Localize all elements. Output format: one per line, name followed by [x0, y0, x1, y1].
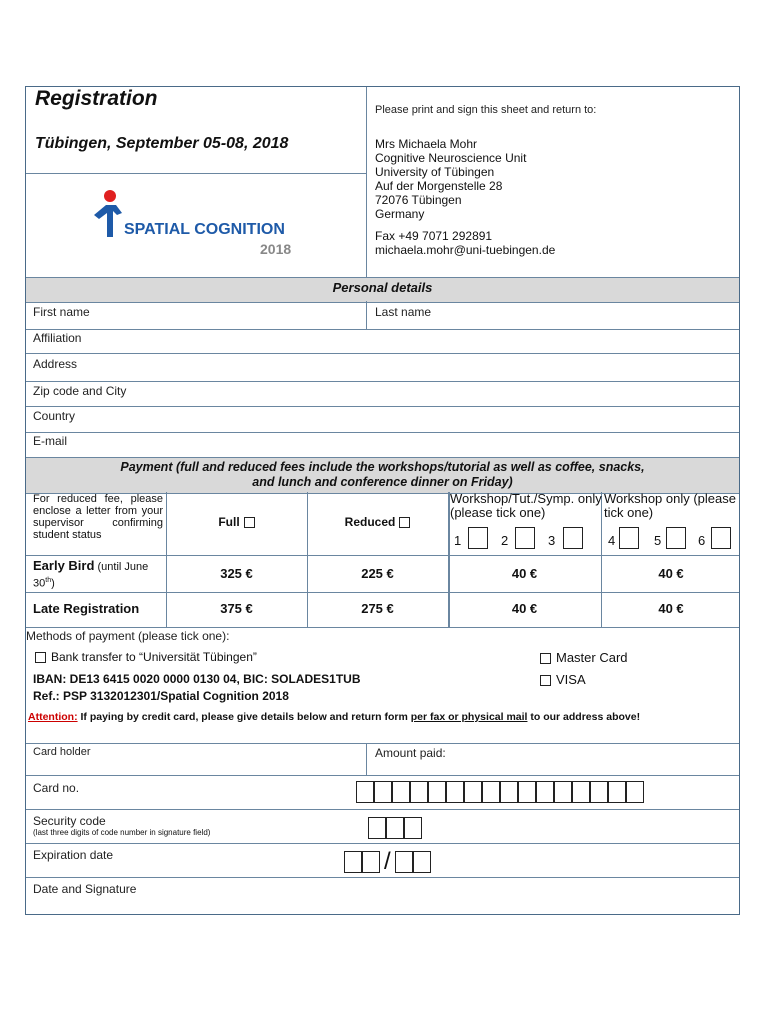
ws-checkbox-3[interactable] — [563, 527, 583, 549]
ws-checkbox-4[interactable] — [619, 527, 639, 549]
full-checkbox[interactable] — [244, 517, 255, 528]
form-title: Registration — [35, 87, 158, 110]
ws-num-3: 3 — [548, 533, 556, 548]
bank-transfer-checkbox[interactable] — [35, 652, 46, 663]
first-name-label: First name — [33, 305, 90, 319]
reference-text: Ref.: PSP 3132012301/Spatial Cognition 2018 — [33, 689, 289, 703]
reduced-fee-note: For reduced fee, please enclose a letter from your supervisor confirming student status — [33, 493, 163, 541]
visa-checkbox[interactable] — [540, 675, 551, 686]
address-line: Cognitive Neuroscience Unit — [375, 151, 527, 165]
visa-option[interactable]: VISA — [540, 672, 586, 687]
ws-checkbox-6[interactable] — [711, 527, 731, 549]
address-line: Germany — [375, 207, 425, 221]
zip-city-label: Zip code and City — [33, 384, 127, 398]
late-ws-symp-price: 40 € — [511, 601, 538, 616]
address-line: Auf der Morgenstelle 28 — [375, 179, 503, 193]
reduced-option[interactable]: Reduced — [307, 515, 448, 529]
ws-only-label: Workshop only (please tick one) — [604, 491, 736, 520]
ws-num-6: 6 — [698, 533, 706, 548]
early-ws-symp-price: 40 € — [511, 566, 538, 581]
event-date: Tübingen, September 05-08, 2018 — [35, 135, 289, 152]
reduced-checkbox[interactable] — [399, 517, 410, 528]
security-code-boxes[interactable] — [368, 817, 422, 839]
fax-number: Fax +49 7071 292891 — [375, 229, 493, 243]
expiration-boxes[interactable]: / — [344, 851, 431, 873]
return-note: Please print and sign this sheet and return to: — [375, 104, 597, 116]
expiration-label: Expiration date — [33, 848, 114, 862]
late-reduced-price: 275 € — [361, 601, 394, 616]
address-label: Address — [33, 357, 78, 371]
iban-text: IBAN: DE13 6415 0020 0000 0130 04, BIC: SOLADES1TUB — [33, 672, 361, 686]
early-full-price: 325 € — [220, 566, 253, 581]
master-card-checkbox[interactable] — [540, 653, 551, 664]
ws-checkbox-5[interactable] — [666, 527, 686, 549]
early-ws-only-price: 40 € — [658, 566, 684, 581]
date-signature-label: Date and Signature — [33, 882, 137, 896]
attention-note: Attention: If paying by credit card, please give details below and return form per fax or physical mail to our address above! — [28, 711, 641, 723]
ws-num-2: 2 — [501, 533, 509, 548]
ws-num-4: 4 — [608, 533, 616, 548]
address-line: University of Tübingen — [375, 165, 495, 179]
card-number-boxes[interactable] — [356, 781, 644, 803]
master-card-option[interactable]: Master Card — [540, 650, 628, 665]
ws-checkbox-2[interactable] — [515, 527, 535, 549]
logo-year: 2018 — [260, 241, 292, 257]
security-code-label: Security code — [33, 814, 106, 828]
ws-symp-label: Workshop/Tut./Symp. only (please tick one) — [450, 491, 602, 520]
payment-band — [26, 457, 739, 494]
registration-form — [25, 86, 740, 915]
ws-num-5: 5 — [654, 533, 662, 548]
country-label: Country — [33, 409, 76, 423]
full-option[interactable]: Full — [166, 515, 307, 529]
methods-heading: Methods of payment (please tick one): — [26, 629, 230, 643]
last-name-label: Last name — [375, 305, 432, 319]
personal-details-band — [26, 277, 739, 303]
personal-details-heading: Personal details — [332, 280, 433, 295]
return-address — [375, 137, 555, 257]
contact-email: michaela.mohr@uni-tuebingen.de — [375, 243, 556, 257]
logo-text: SPATIAL COGNITION — [124, 221, 285, 238]
late-registration-label: Late Registration — [33, 601, 140, 616]
affiliation-label: Affiliation — [33, 331, 82, 345]
bank-transfer-option[interactable]: Bank transfer to “Universität Tübingen” — [35, 650, 257, 664]
card-holder-label: Card holder — [33, 746, 91, 758]
address-line: Mrs Michaela Mohr — [375, 137, 478, 151]
late-ws-only-price: 40 € — [658, 601, 684, 616]
early-bird-label: Early Bird (until June 30th) — [33, 558, 149, 590]
payment-heading: Payment (full and reduced fees include the workshops/tutorial as well as coffee, snacks, and lunch and conference dinner on Friday) — [120, 460, 645, 489]
spatial-cognition-logo — [90, 187, 310, 267]
early-reduced-price: 225 € — [361, 566, 394, 581]
ws-checkbox-1[interactable] — [468, 527, 488, 549]
address-line: 72076 Tübingen — [375, 193, 462, 207]
email-label: E-mail — [33, 434, 68, 448]
ws-num-1: 1 — [454, 533, 462, 548]
security-code-note: (last three digits of code number in signature field) — [33, 828, 211, 837]
card-number-label: Card no. — [33, 781, 80, 795]
amount-paid-label: Amount paid: — [375, 746, 446, 760]
late-full-price: 375 € — [220, 601, 253, 616]
